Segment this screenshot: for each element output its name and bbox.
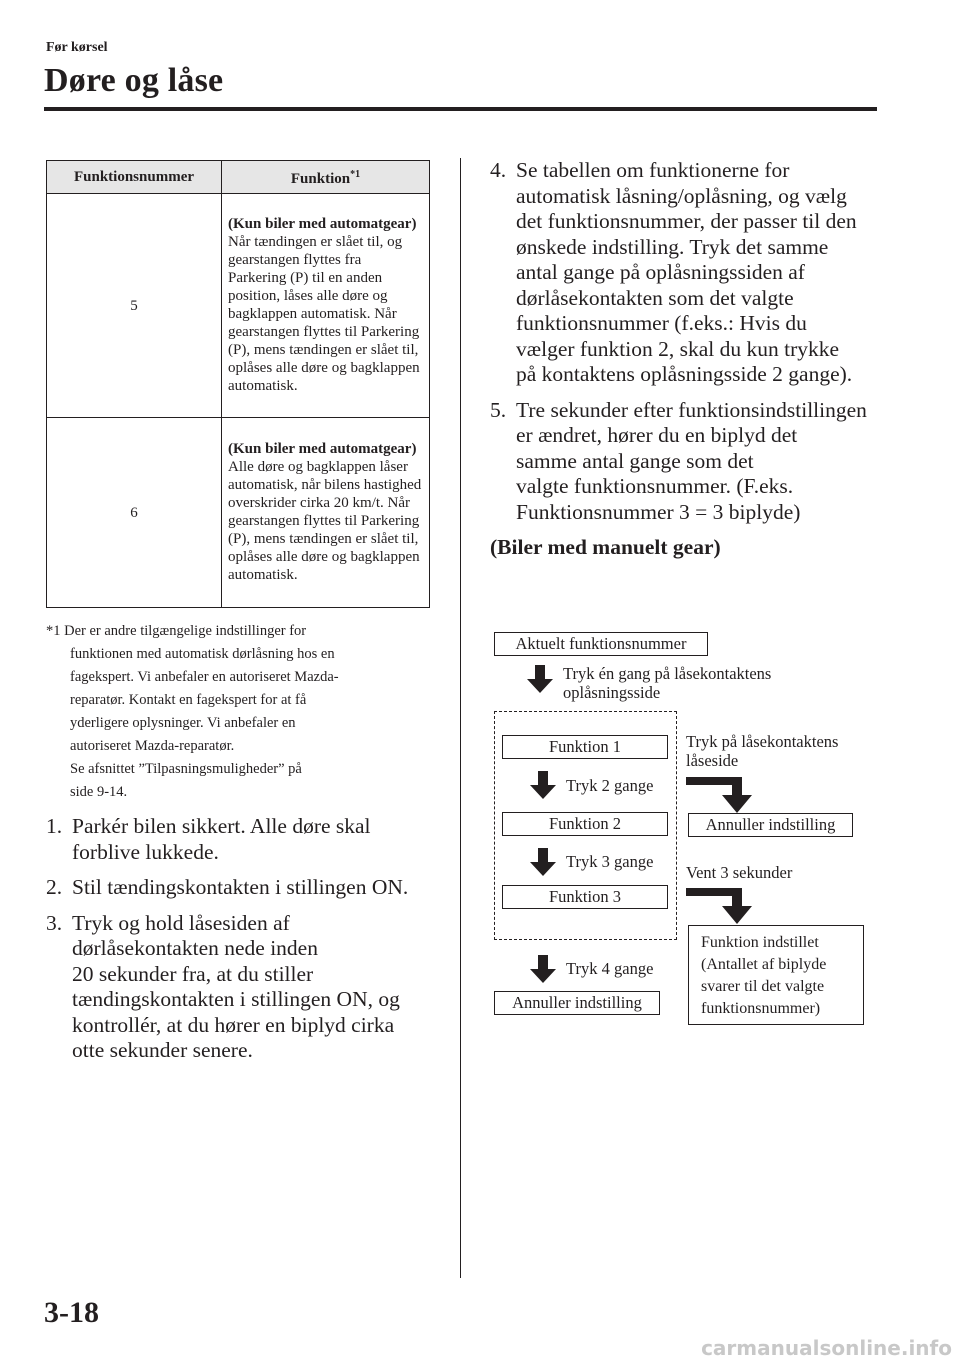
step-line: 20 sekunder fra, at du stiller [72, 961, 314, 986]
footnote-line: fagekspert. Vi anbefaler en autoriseret Mazda- [70, 669, 339, 685]
current-function-box: Aktuelt funktionsnummer [494, 632, 708, 656]
arrow-down-icon [527, 665, 553, 693]
function-1-box: Funktion 1 [502, 735, 668, 759]
footnote-line: autoriseret Mazda-reparatør. [70, 738, 235, 754]
left-steps [46, 814, 456, 1064]
step-line: Tre sekunder efter funktionsindstillingen [516, 397, 867, 422]
footnote-line: yderligere oplysninger. Vi anbefaler en [70, 715, 296, 731]
press-3-label: Tryk 3 gange [566, 852, 654, 871]
step-line: det funktionsnummer, der passer til den [516, 209, 857, 233]
step-line: samme antal gange som det [516, 448, 754, 473]
step-line: otte sekunder senere. [72, 1038, 253, 1062]
lock-side-label [686, 732, 838, 770]
step-line: tændingskontakten i stillingen ON, og [72, 987, 400, 1011]
press-4-label: Tryk 4 gange [566, 959, 654, 978]
col-header-number: Funktionsnummer [47, 161, 222, 194]
subheading: (Biler med manuelt gear) [490, 535, 721, 559]
step-line: Funktionsnummer 3 = 3 biplyde) [516, 499, 801, 524]
step-line: automatisk låsning/oplåsning, og vælg [516, 183, 847, 208]
function-number: 5 [47, 194, 222, 418]
right-steps [490, 158, 890, 560]
page-number: 3-18 [44, 1296, 99, 1329]
step-number: 1. [46, 814, 63, 838]
function-description [222, 194, 430, 418]
column-divider [460, 158, 461, 1278]
step-line: på kontaktens oplåsningsside 2 gange). [516, 362, 853, 386]
step-1 [46, 814, 456, 865]
arrow-down-icon [530, 955, 556, 983]
table-header-row [47, 161, 430, 194]
footnote-line: side 9-14. [70, 784, 128, 800]
arrow-down-icon [530, 771, 556, 799]
function-set-line: (Antallet af biplyde [701, 956, 827, 973]
step-line: er ændret, hører du en biplyd det [516, 423, 798, 447]
function-set-line: Funktion indstillet [701, 934, 819, 951]
footnote-mark: *1 [350, 169, 361, 180]
table-row [47, 194, 430, 418]
step-number: 2. [46, 875, 63, 899]
footnote-line: reparatør. Kontakt en fagekspert for at få [70, 692, 307, 708]
step-number: 4. [490, 158, 507, 182]
function-set-box [688, 925, 864, 1025]
table-row [47, 418, 430, 608]
step-5 [490, 398, 890, 526]
title-rule [44, 107, 877, 111]
cancel-setting-left-box: Annuller indstilling [494, 991, 660, 1015]
function-text: Når tændingen er slået til, og gearstangen flyttes fra Parkering (P) til en anden position, låses alle døre og bagklappen automatisk. Når gearstangen flyttes til Parkering (P), mens tændingen er slået til, oplåses alle døre og bagklappen automatisk. [228, 234, 420, 394]
function-set-line: svarer til det valgte [701, 978, 825, 995]
footnote-line: Se afsnittet ”Tilpasningsmuligheder” på [70, 761, 302, 777]
footnote [46, 620, 436, 804]
press-once-line: oplåsningsside [563, 683, 661, 702]
wait-label: Vent 3 sekunder [686, 863, 793, 882]
step-4 [490, 158, 890, 388]
step-line: vælger funktion 2, skal du kun trykke [516, 336, 840, 361]
function-3-box: Funktion 3 [502, 885, 668, 909]
press-once-label [563, 664, 771, 702]
step-3 [46, 911, 456, 1064]
function-condition: (Kun biler med automatgear) [228, 441, 417, 457]
step-line: antal gange på oplåsningssiden af [516, 260, 805, 284]
step-line: Se tabellen om funktionerne for [516, 158, 790, 182]
step-line: kontrollér, at du hører en biplyd cirka [72, 1012, 395, 1037]
function-number: 6 [47, 418, 222, 608]
function-description [222, 418, 430, 608]
function-text: Alle døre og bagklappen låser automatisk, når bilens hastighed overskrider cirka 20 km/t. Når gearstangen flyttes til Parkering (P), mens tændingen er slået til, oplåses alle døre og bagklappen automatisk. [228, 459, 422, 583]
step-line: forblive lukkede. [72, 839, 219, 864]
step-line: dørlåsekontakten som det valgte [516, 285, 794, 310]
function-condition: (Kun biler med automatgear) [228, 216, 417, 232]
page-title: Døre og låse [44, 62, 224, 99]
step-line: valgte funktionsnummer. (F.eks. [516, 474, 794, 498]
press-once-line: Tryk én gang på låsekontaktens [563, 664, 772, 683]
function-set-line: funktionsnummer) [701, 1000, 821, 1017]
function-2-box: Funktion 2 [502, 812, 668, 836]
press-2-label: Tryk 2 gange [566, 776, 654, 795]
step-line: Tryk og hold låsesiden af [72, 910, 290, 935]
bent-arrow-icon [686, 888, 762, 924]
step-2 [46, 875, 456, 901]
col-header-function-label: Funktion [290, 171, 351, 187]
section-label: Før kørsel [46, 40, 108, 55]
arrow-down-icon [530, 848, 556, 876]
step-line: dørlåsekontakten nede inden [72, 936, 318, 960]
cancel-setting-right-box: Annuller indstilling [688, 813, 853, 837]
step-line: Stil tændingskontakten i stillingen ON. [72, 875, 409, 899]
step-number: 5. [490, 397, 507, 422]
step-line: ønskede indstilling. Tryk det samme [516, 234, 829, 259]
col-header-function [222, 161, 430, 194]
lock-side-line: Tryk på låsekontaktens [686, 732, 839, 751]
function-table [46, 160, 430, 608]
bent-arrow-icon [686, 777, 762, 813]
lock-side-line: låseside [686, 751, 739, 770]
footnote-line: funktionen med automatisk dørlåsning hos en [70, 646, 335, 662]
step-number: 3. [46, 910, 63, 935]
step-line: Parkér bilen sikkert. Alle døre skal [72, 814, 371, 838]
footnote-line: *1 Der er andre tilgængelige indstillinger for [46, 623, 307, 639]
watermark: carmanualsonline.info [701, 1336, 952, 1360]
step-line: funktionsnummer (f.eks.: Hvis du [516, 311, 807, 335]
